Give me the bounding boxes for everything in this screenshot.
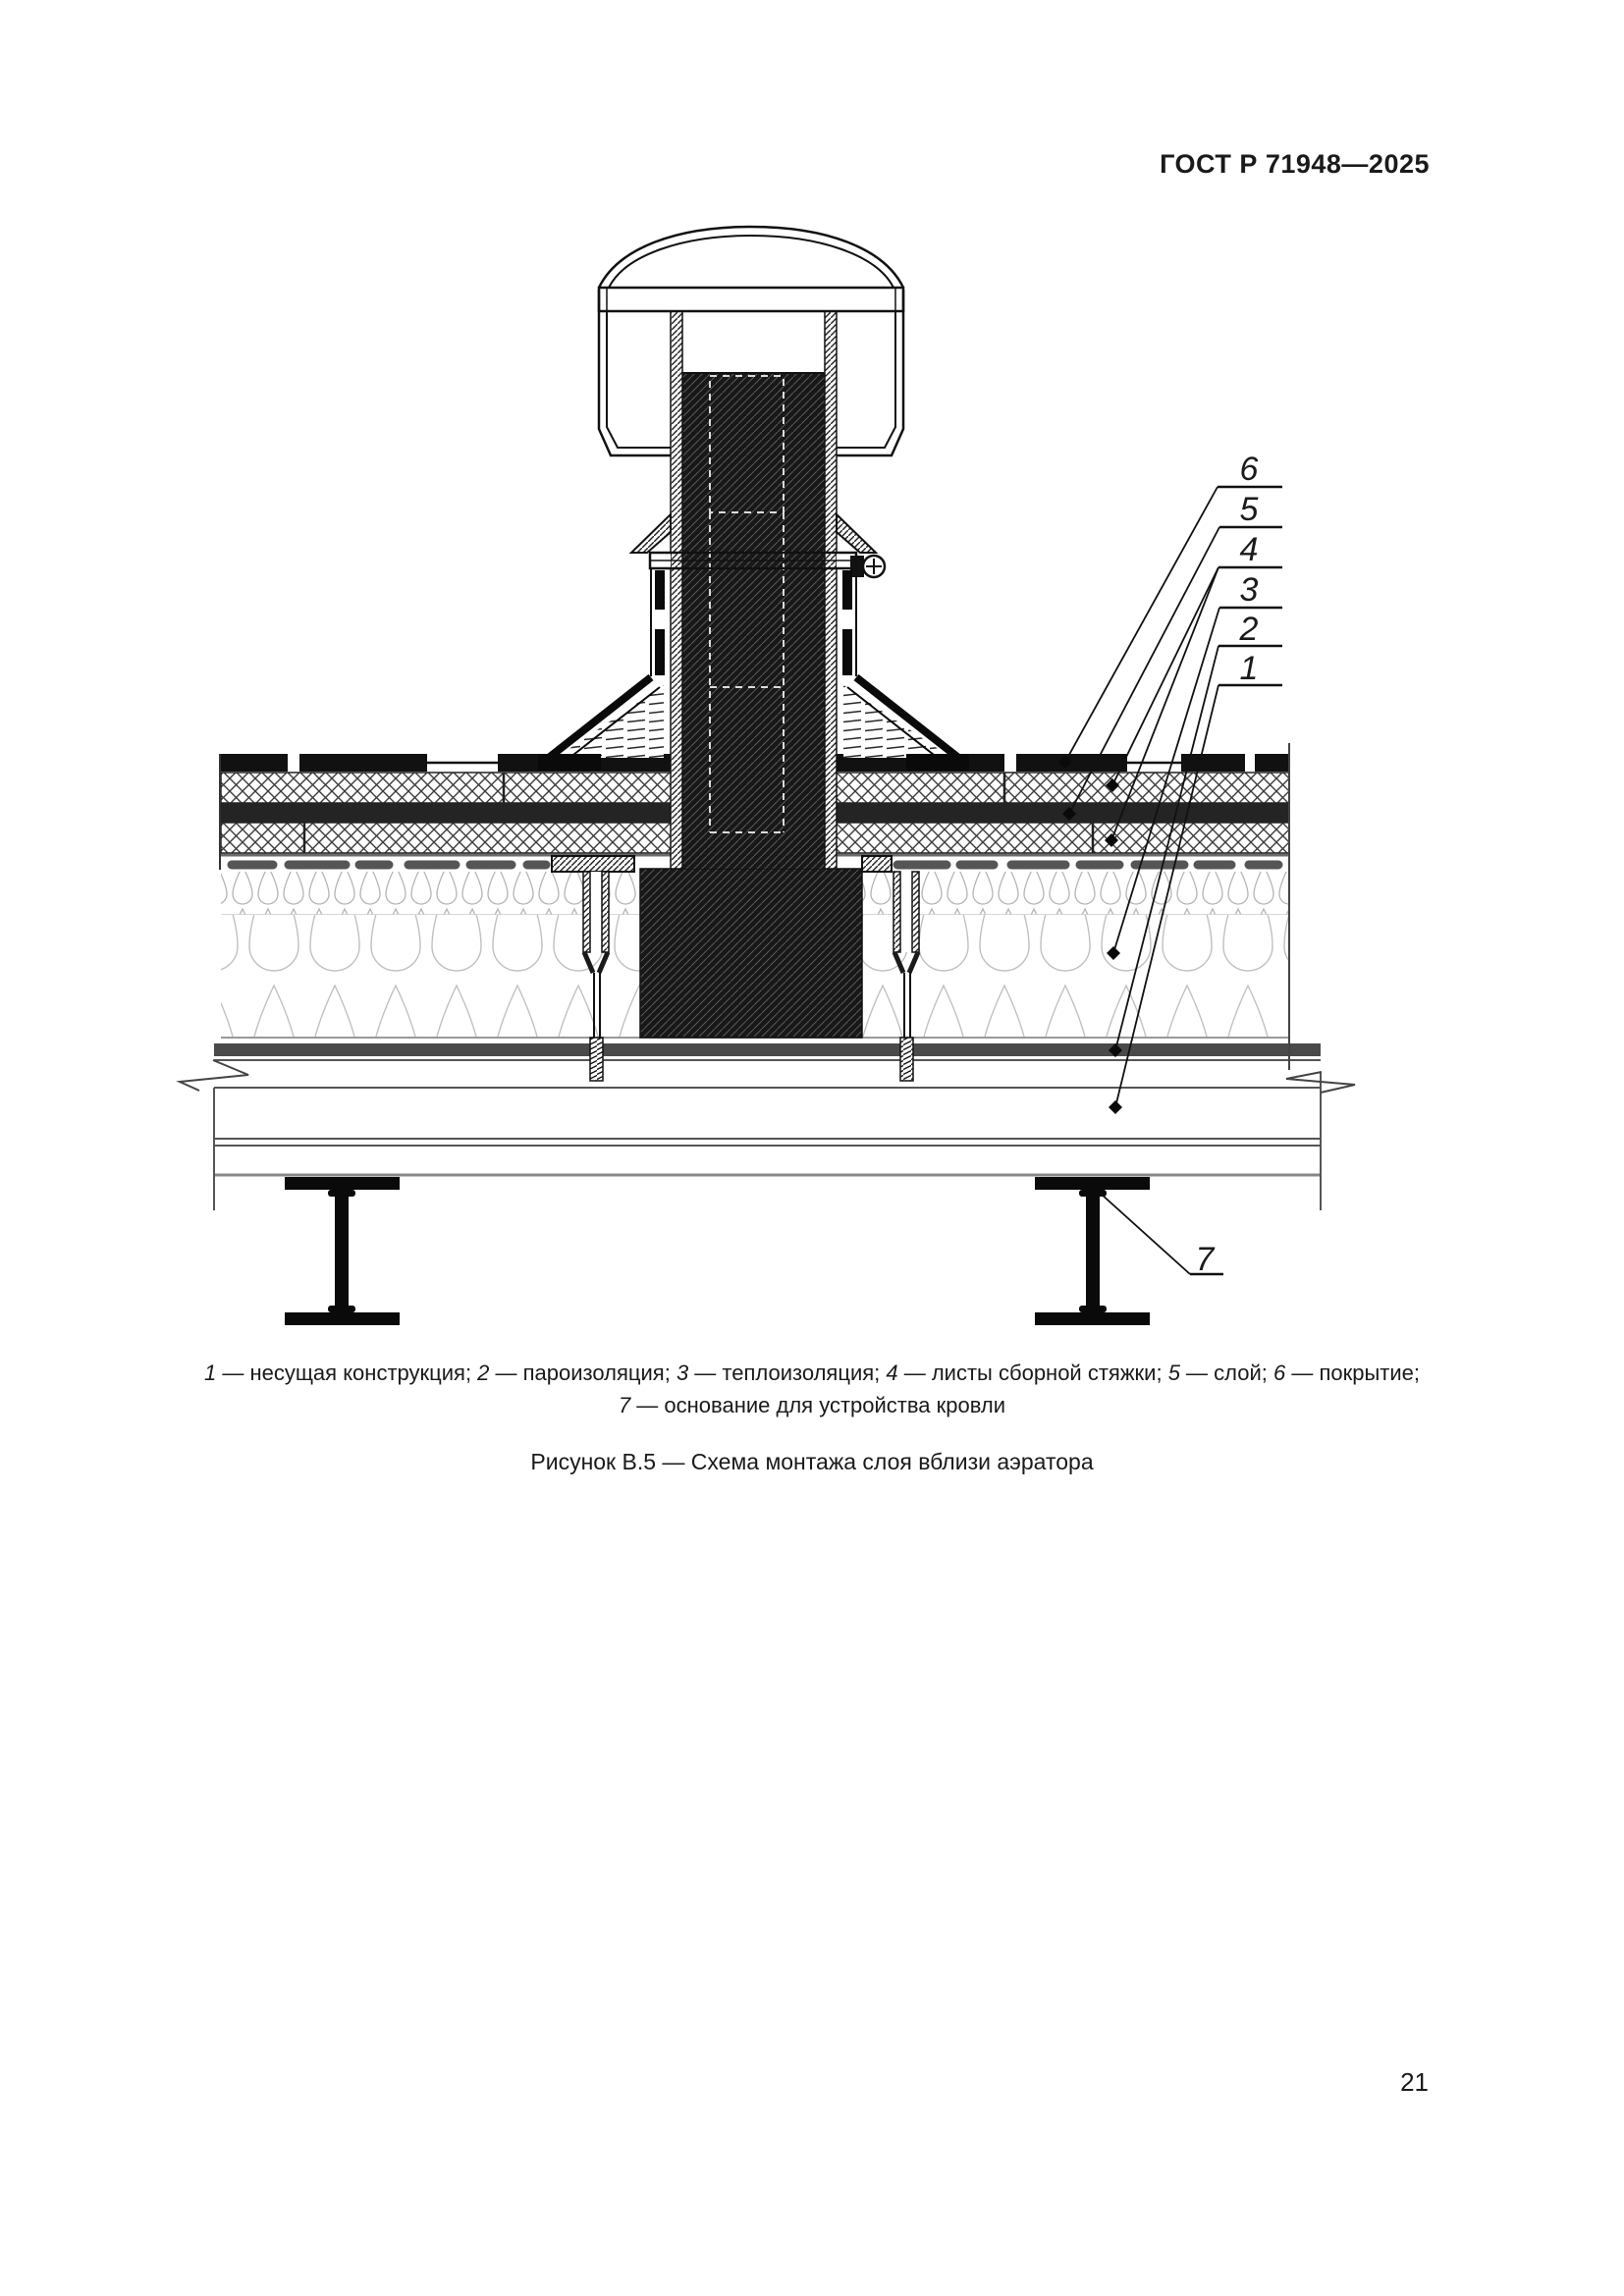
i-beam-right <box>1035 1177 1150 1325</box>
standard-header: ГОСТ Р 71948—2025 <box>1160 149 1430 179</box>
i-beam-left <box>285 1177 400 1325</box>
callout-7: 7 <box>1195 1241 1215 1278</box>
flashing-skirt-right <box>843 677 969 771</box>
legend-line-2: 7 — основание для устройства кровли <box>618 1393 1006 1417</box>
flashing-skirt-left <box>538 677 664 771</box>
callout-2: 2 <box>1239 611 1259 648</box>
figure-caption: Рисунок В.5 — Схема монтажа слоя вблизи аэратора <box>530 1449 1094 1474</box>
callout-5: 5 <box>1239 491 1259 528</box>
callout-3: 3 <box>1239 571 1259 609</box>
callout-6: 6 <box>1239 451 1259 488</box>
figure-legend <box>59 1357 1565 1421</box>
steel-beams <box>285 1177 1150 1325</box>
callout-4: 4 <box>1239 531 1259 568</box>
aerator-pipe <box>640 311 862 1038</box>
vapor-barrier <box>214 1043 1321 1056</box>
legend-line-1: 1 — несущая конструкция; 2 — пароизоляция; 3 — теплоизоляция; 4 — листы сборной стяжки; 5 — слой; 6 — покрытие; <box>203 1361 1421 1385</box>
page-number: 21 <box>1400 2067 1429 2097</box>
callout-1: 1 <box>1239 650 1259 687</box>
